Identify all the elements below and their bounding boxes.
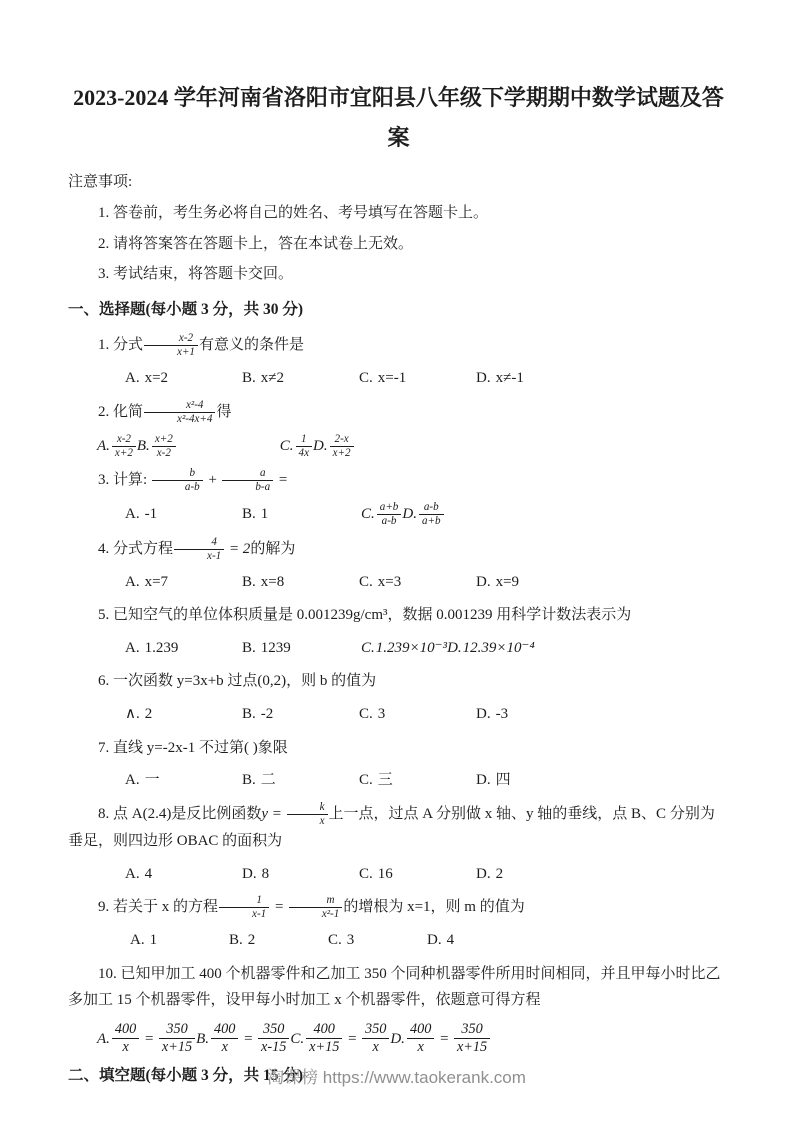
option: A. 4 (125, 865, 153, 882)
math-text: = (435, 1031, 453, 1048)
option-label: A. (125, 865, 140, 882)
option-label: A. (130, 932, 145, 949)
option-label: A. (97, 1031, 110, 1048)
option: C. 三 (359, 772, 393, 789)
fraction: $\frac{a}{b-a}$ (221, 467, 274, 494)
option-label: D. (313, 438, 328, 455)
option: D. x≠-1 (476, 370, 524, 387)
question-2 (68, 399, 729, 460)
option: A. 1 (130, 932, 158, 949)
question-stem: 1. 分式 $\frac{x-2}{x+1}$ 有意义的条件是 (98, 332, 304, 359)
question-options (68, 636, 729, 662)
fraction: $\frac{350}{x-15}$ (257, 1021, 290, 1056)
option: D. 2 (476, 865, 504, 882)
fraction: $\frac{x+2}{x-2}$ (151, 433, 177, 460)
option: A. x=2 (125, 370, 169, 387)
fraction: $\frac{2-x}{x+2}$ (329, 433, 355, 460)
question-options (68, 862, 729, 888)
question-stem: 4. 分式方程 $\frac{4}{x-1}$ = 2的解为 (98, 535, 296, 562)
option (361, 636, 447, 662)
fraction: $\frac{b}{a-b}$ (151, 467, 204, 494)
option (280, 433, 313, 460)
section-heading-choice: 一、选择题(每小题 3 分，共 30 分) (68, 301, 304, 319)
option: ∧. 2 (125, 706, 153, 723)
questions-list (68, 332, 729, 1056)
question-stem: 10. 已知甲加工 400 个机器零件和乙加工 350 个同种机器零件所用时间相同，并且甲每小时比乙多加工 15 个机器零件，设甲每小时加工 x 个机器零件，依题意可得方程 (68, 965, 721, 1009)
fraction: $\frac{k}{x}$ (286, 801, 329, 828)
option-label: B. (242, 639, 256, 656)
option-label: C. (361, 506, 375, 523)
question-8 (68, 801, 729, 887)
question-9 (68, 894, 729, 954)
option: B. -2 (242, 706, 274, 723)
question-stem: 5. 已知空气的单位体积质量是 0.001239g/cm³，数据 0.001239 用科学计数法表示为 (98, 607, 632, 624)
fraction: $\frac{400}{x}$ (210, 1021, 239, 1056)
question-4 (68, 536, 729, 596)
option-label: D. (390, 1031, 405, 1048)
math-text: + (203, 472, 222, 489)
option (402, 501, 444, 528)
option-label: C. (359, 865, 373, 882)
option-label: ∧. (125, 706, 140, 723)
math-text: = (270, 899, 288, 916)
question-stem: 8. 点 A(2.4)是反比例函数y = $\frac{k}{x}$ 上一点，过点 A 分别做 x 轴、y 轴的垂线，点 B、C 分别为垂足，则四边形 OBAC 的面积为 (68, 800, 715, 849)
notice-section (68, 167, 729, 290)
math-text: y = (261, 805, 286, 822)
option: C. x=-1 (359, 370, 407, 387)
fraction: $\frac{400}{x+15}$ (305, 1021, 343, 1056)
option-label: A. (125, 370, 140, 387)
page-title: 2023-2024 学年河南省洛阳市宜阳县八年级下学期期中数学试题及答案 (73, 85, 724, 150)
fraction: $\frac{1}{4x}$ (295, 433, 313, 460)
math-text: = 2 (225, 540, 251, 557)
option: C. x=3 (359, 573, 402, 590)
question-10 (68, 961, 729, 1056)
option: A. 1.239 (125, 639, 179, 656)
option (97, 433, 137, 460)
option: B. 二 (242, 772, 276, 789)
option-label: D. (476, 706, 491, 723)
option-label: B. (229, 932, 243, 949)
fraction: $\frac{x-2}{x+2}$ (111, 433, 137, 460)
option: B. x=8 (242, 573, 285, 590)
option: D. 4 (427, 932, 455, 949)
option: A. 一 (125, 772, 160, 789)
question-options (68, 702, 729, 728)
option: D. -3 (476, 706, 509, 723)
option: D. 8 (242, 865, 270, 882)
option-label: D. (476, 370, 491, 387)
option: D. x=9 (476, 573, 520, 590)
question-6 (68, 668, 729, 727)
option: C. 16 (359, 865, 393, 882)
option: B. 2 (229, 932, 256, 949)
question-stem: 2. 化简 $\frac{\text{x²-4}}{\text{x²-4x+4}}$ 得 (98, 398, 232, 425)
notice-item-2: 2. 请将答案答在答题卡上，答在本试卷上无效。 (98, 235, 414, 252)
fraction: $\frac{400}{x}$ (111, 1021, 140, 1056)
option-label: B. (242, 506, 256, 523)
option: A. x=7 (125, 573, 169, 590)
option (390, 1021, 491, 1056)
question-options (68, 1021, 729, 1056)
footer-link[interactable]: 淘课榜 https://www.taokerank.com (267, 1068, 526, 1087)
option (313, 433, 355, 460)
option-label: D. (447, 639, 462, 656)
fraction: $\frac{\text{x²-4}}{\text{x²-4x+4}}$ (143, 399, 216, 426)
option: B. 1 (242, 506, 269, 523)
option-label: B. (136, 438, 150, 455)
question-stem: 6. 一次函数 y=3x+b 过点(0,2)，则 b 的值为 (98, 673, 377, 690)
option-label: D. (476, 865, 491, 882)
question-7 (68, 735, 729, 794)
option-label: B. (196, 1031, 210, 1048)
notice-heading: 注意事项: (68, 174, 133, 191)
math-text: = (239, 1031, 258, 1048)
option (290, 1021, 390, 1056)
question-options (68, 928, 729, 954)
option-label: A. (125, 639, 140, 656)
question-stem: 7. 直线 y=-2x-1 不过第( )象限 (98, 739, 288, 756)
option-label: D. (476, 573, 491, 590)
option-label: D. (476, 772, 491, 789)
option-label: B. (242, 706, 256, 723)
fraction: $\frac{a+b}{a-b}$ (376, 501, 403, 528)
question-options (68, 433, 729, 460)
question-3 (68, 467, 729, 528)
option (196, 1021, 290, 1056)
option-label: A. (97, 438, 110, 455)
option-label: C. (359, 370, 373, 387)
question-options (68, 366, 729, 392)
fraction: $\frac{1}{x-1}$ (218, 894, 270, 921)
math-text: = (343, 1031, 361, 1048)
option (137, 433, 177, 460)
option-label: D. (427, 932, 442, 949)
fraction: $\frac{m}{\text{x²-1}}$ (288, 894, 344, 921)
option (361, 501, 402, 528)
option-label: C. (361, 639, 375, 656)
section-heading-fill-blank: 二、填空题(每小题 3 分，共 15 分) (68, 1066, 304, 1084)
option-label: C. (359, 706, 373, 723)
notice-item-3: 3. 考试结束，将答题卡交回。 (98, 266, 294, 283)
option (97, 1021, 196, 1056)
fraction: $\frac{350}{x+15}$ (453, 1021, 491, 1056)
question-options (68, 768, 729, 794)
option-label: A. (125, 573, 140, 590)
fraction: $\frac{x-2}{x+1}$ (143, 332, 199, 359)
page-footer (0, 1063, 793, 1088)
fraction: $\frac{350}{x}$ (361, 1021, 390, 1056)
question-5 (68, 602, 729, 661)
fraction: $\frac{4}{x-1}$ (173, 536, 225, 563)
option-label: C. (359, 772, 373, 789)
fraction: $\frac{a-b}{a+b}$ (418, 501, 445, 528)
option-label: A. (125, 506, 140, 523)
option-label: C. (328, 932, 342, 949)
option: B. x≠2 (242, 370, 284, 387)
option-label: A. (125, 772, 140, 789)
fraction: $\frac{350}{x+15}$ (158, 1021, 196, 1056)
option-label: B. (242, 772, 256, 789)
question-options (68, 501, 729, 528)
question-1 (68, 332, 729, 392)
question-options (68, 570, 729, 596)
option-label: B. (242, 370, 256, 387)
option-label: C. (290, 1031, 305, 1048)
option: B. 1239 (242, 639, 291, 656)
math-text: 12.39×10⁻⁴ (462, 639, 535, 656)
math-text: = (140, 1031, 158, 1048)
option-label: B. (242, 573, 256, 590)
option: D. 四 (476, 772, 511, 789)
option: C. 3 (328, 932, 355, 949)
option-label: C. (279, 438, 294, 455)
math-text: = (274, 472, 289, 489)
option: C. 3 (359, 706, 386, 723)
math-text: 1.239×10⁻³ (375, 639, 448, 656)
fraction: $\frac{400}{x}$ (406, 1021, 435, 1056)
option-label: D. (402, 506, 417, 523)
option (447, 636, 535, 662)
question-stem: 3. 计算: $\frac{b}{a-b}$ + $\frac{a}{b-a}$ = (98, 467, 289, 494)
question-stem: 9. 若关于 x 的方程 $\frac{1}{x-1}$ = $\frac{m}{\text{x²-1}}$ 的增根为 x=1，则 m 的值为 (98, 894, 525, 921)
option: A. -1 (125, 506, 158, 523)
notice-item-1: 1. 答卷前，考生务必将自己的姓名、考号填写在答题卡上。 (98, 204, 489, 221)
option-label: C. (359, 573, 373, 590)
option-label: D. (242, 865, 257, 882)
